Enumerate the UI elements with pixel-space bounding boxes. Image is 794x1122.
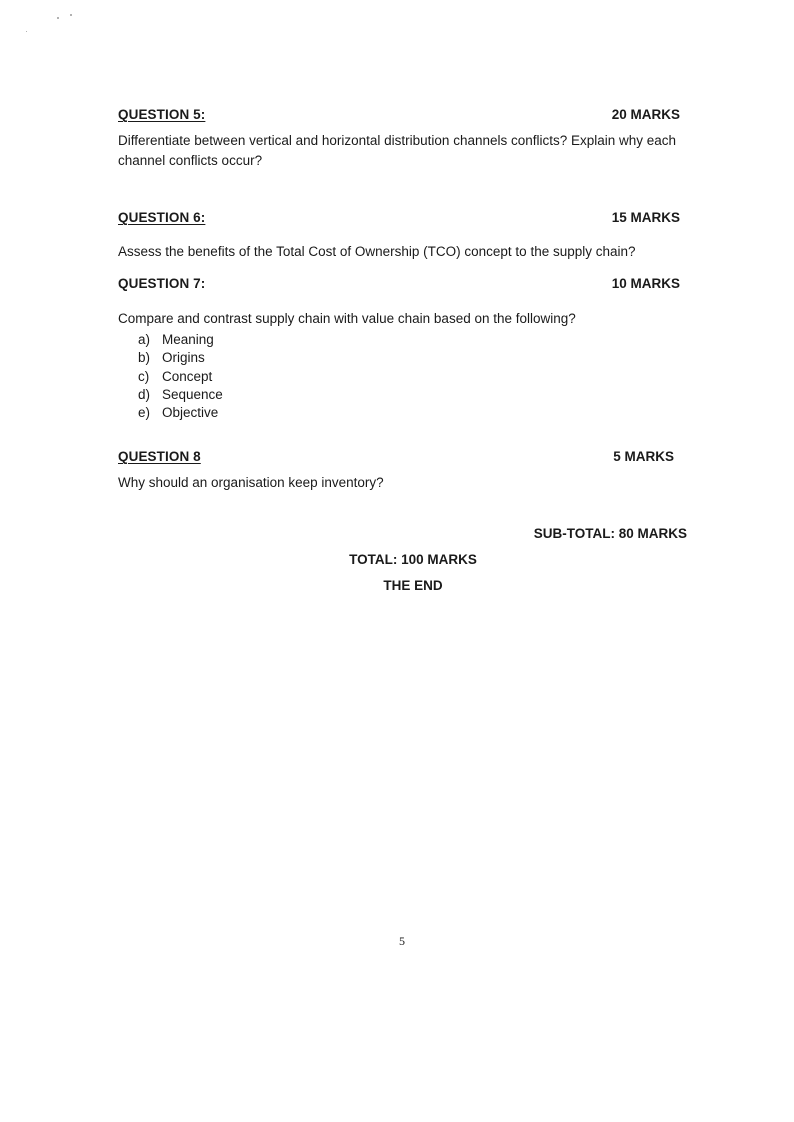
list-item-label: d) — [138, 386, 151, 402]
list-item — [138, 404, 223, 422]
list-item-label: a) — [138, 332, 151, 347]
scan-speck — [57, 17, 59, 19]
question-8-heading: QUESTION 8 — [118, 449, 201, 464]
list-item-text: Meaning — [162, 332, 214, 347]
question-6-heading: QUESTION 6: — [118, 210, 206, 225]
question-5-text: Differentiate between vertical and horizontal distribution channels conflicts? Explain why each channel conflicts occur? — [118, 133, 677, 168]
total-marks: TOTAL: 100 MARKS — [349, 552, 477, 567]
subtotal-marks: SUB-TOTAL: 80 MARKS — [533, 526, 687, 541]
list-item-text: Concept — [162, 368, 213, 384]
list-item-label: e) — [138, 405, 151, 421]
question-7-criteria-list — [138, 331, 223, 422]
list-item-text: Sequence — [162, 386, 223, 402]
list-item-label: b) — [138, 350, 151, 366]
list-item-text: Objective — [162, 405, 219, 421]
the-end: THE END — [383, 578, 443, 593]
scan-speck — [26, 31, 27, 32]
question-5-heading: QUESTION 5: — [118, 107, 206, 122]
scan-speck — [70, 14, 72, 16]
list-item — [138, 386, 223, 404]
list-item — [138, 349, 223, 367]
question-8-text: Why should an organisation keep inventory? — [118, 475, 384, 490]
list-item-text: Origins — [162, 350, 205, 366]
question-8-marks: 5 MARKS — [613, 449, 674, 464]
list-item-label: c) — [138, 368, 150, 384]
page-number: 5 — [399, 934, 405, 948]
question-7-marks: 10 MARKS — [611, 276, 680, 291]
list-item — [138, 368, 223, 386]
question-6-marks: 15 MARKS — [611, 210, 680, 225]
question-6-text: Assess the benefits of the Total Cost of Ownership (TCO) concept to the supply chain? — [118, 244, 636, 259]
question-5-marks: 20 MARKS — [611, 107, 680, 122]
question-7-text: Compare and contrast supply chain with value chain based on the following? — [118, 311, 576, 326]
list-item — [138, 331, 223, 349]
question-7-heading: QUESTION 7: — [118, 276, 206, 291]
